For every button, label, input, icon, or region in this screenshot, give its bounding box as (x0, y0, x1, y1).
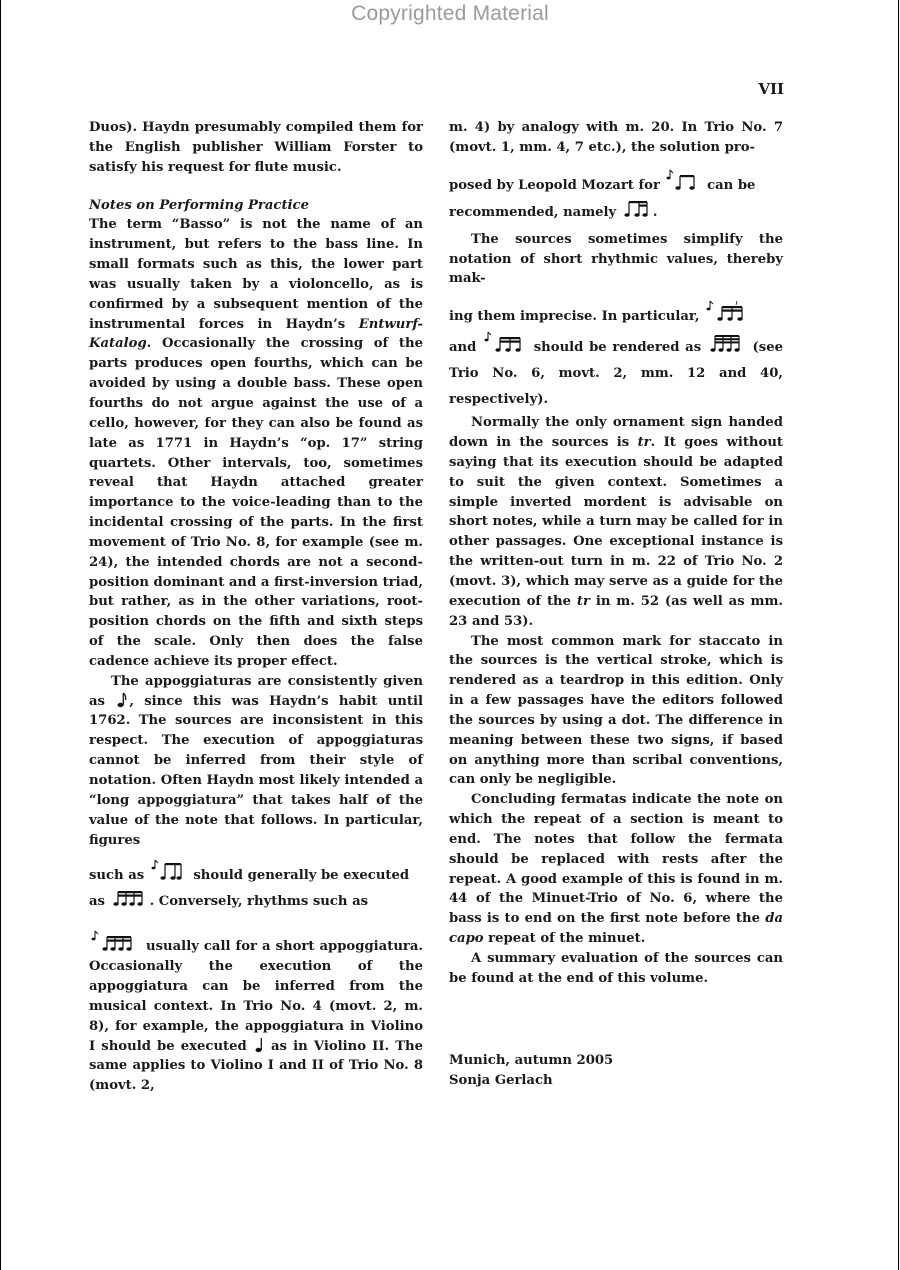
grace-sixteenths-icon (484, 330, 526, 354)
paragraph-line: as . Conversely, rhythms such as (89, 889, 423, 915)
trill-sign: tr (576, 593, 590, 609)
paragraph-line: posed by Leopold Mozart for can be (449, 168, 783, 199)
paragraph-line: ing them imprecise. In particular, (449, 299, 783, 330)
page-left-border (0, 0, 1, 1270)
author-name: Sonja Gerlach (449, 1072, 553, 1088)
paragraph: The sources sometimes simplify the notation of short rhythmic values, thereby mak- (449, 231, 783, 287)
sixteenth-notes-icon (112, 890, 148, 908)
paragraph-line: recommended, namely . (449, 199, 783, 226)
place-date: Munich, autumn 2005 (449, 1052, 614, 1068)
eighth-note-icon (117, 692, 127, 708)
paragraph: usually call for a short appoggiatura. Occasionally the execution of the appoggiatura can be inferred from the musical context. In Trio No. 4 (movt. 2, m. 8), for example, the appoggiatura in Violino I should be executed as in Violino II. The same applies to Violino I and II of Trio No. 8 (movt. 2, (89, 929, 423, 1096)
paragraph: Normally the only ornament sign handed down in the sources is tr. It goes without saying that its execution should be adapted to suit the given context. Sometimes a simple inverted mordent is advisable on short notes, while a turn may be called for in other passages. One exceptional instance is the written-out turn in m. 22 of Trio No. 2 (movt. 3), which may serve as a guide for the execution of the tr in m. 52 (as well as mm. 23 and 53). (449, 415, 783, 629)
grace-note-figure-icon (666, 168, 700, 192)
page-right-border (898, 0, 899, 1270)
paragraph: A summary evaluation of the sources can be found at the end of this volume. (449, 951, 783, 986)
quarter-note-icon (255, 1037, 263, 1053)
page-number: VII (758, 80, 784, 98)
paragraph-line: and should be rendered as (see Trio No. 6, movt. 2, mm. 12 and 40, respectively). (449, 330, 783, 413)
watermark: Copyrighted Material (351, 2, 549, 25)
trill-sign: tr (637, 435, 651, 451)
da-capo-term: da capo (449, 911, 783, 947)
right-column (449, 118, 783, 1090)
paragraph: Duos). Haydn presumably compiled them for the English publisher William Forster to satisfy his request for flute music. (89, 120, 423, 175)
left-column (89, 118, 423, 1096)
catalog-title: Entwurf-Katalog (89, 316, 423, 352)
paragraph-line: such as should generally be executed (89, 858, 423, 889)
paragraph: Concluding fermatas indicate the note on which the repeat of a section is meant to end. The notes that follow the fermata should be replaced with rests after the repeat. A good example of this is found in m. 44 of the Minuet-Trio of No. 6, where the bass is to end on the first note before the da capo repeat of the minuet. (449, 792, 783, 947)
paragraph: The most common mark for staccato in the sources is the vertical stroke, which is rendered as a teardrop in this edition. Only in a few passages have the editors followed the sources by using a dot. The difference in meaning between these two signs, if based on anything more than scribal conventions, can only be negligible. (449, 633, 783, 788)
paragraph: The term “Basso” is not the name of an instrument, but refers to the bass line. In small formats such as this, the lower part was usually taken by a violoncello, as is confirmed by a subsequent mention of the instrumental forces in Haydn’s Entwurf-Katalog. Occasionally the crossing of the parts produces open fourths, which can be avoided by using a double bass. These open fourths do not argue against the use of a cello, however, for they can also be found as late as 1771 in Haydn’s “op. 17” string quartets. Other intervals, too, sometimes reveal that Haydn attached greater importance to the voice-leading than to the incidental crossing of the parts. In the first movement of Trio No. 8, for example (see m. 24), the intended chords are not a second-position dominant and a first-inversion triad, but rather, as in the other variations, root-position chords on the fifth and sixth steps of the scale. Only then does the false cadence achieve its proper effect. (89, 217, 423, 669)
paragraph: The appoggiaturas are consistently given as , since this was Haydn’s habit until 1762. The sources are inconsistent in this respect. The execution of appoggiaturas cannot be inferred from their style of notation. Often Haydn most likely intended a “long appoggiatura” that takes half of the value of the note that follows. In particular, figures (89, 673, 424, 848)
resolved-figure-icon (623, 199, 651, 219)
section-heading: Notes on Performing Practice (89, 197, 309, 213)
paragraph: m. 4) by analogy with m. 20. In Trio No. 7 (movt. 1, mm. 4, 7 etc.), the solution pro- (449, 120, 783, 155)
grace-note-sixteenths-icon (91, 929, 139, 953)
thirty-second-notes-icon (709, 334, 745, 354)
triplet-figure-icon (706, 299, 748, 323)
appoggiatura-figure-icon (151, 858, 187, 882)
